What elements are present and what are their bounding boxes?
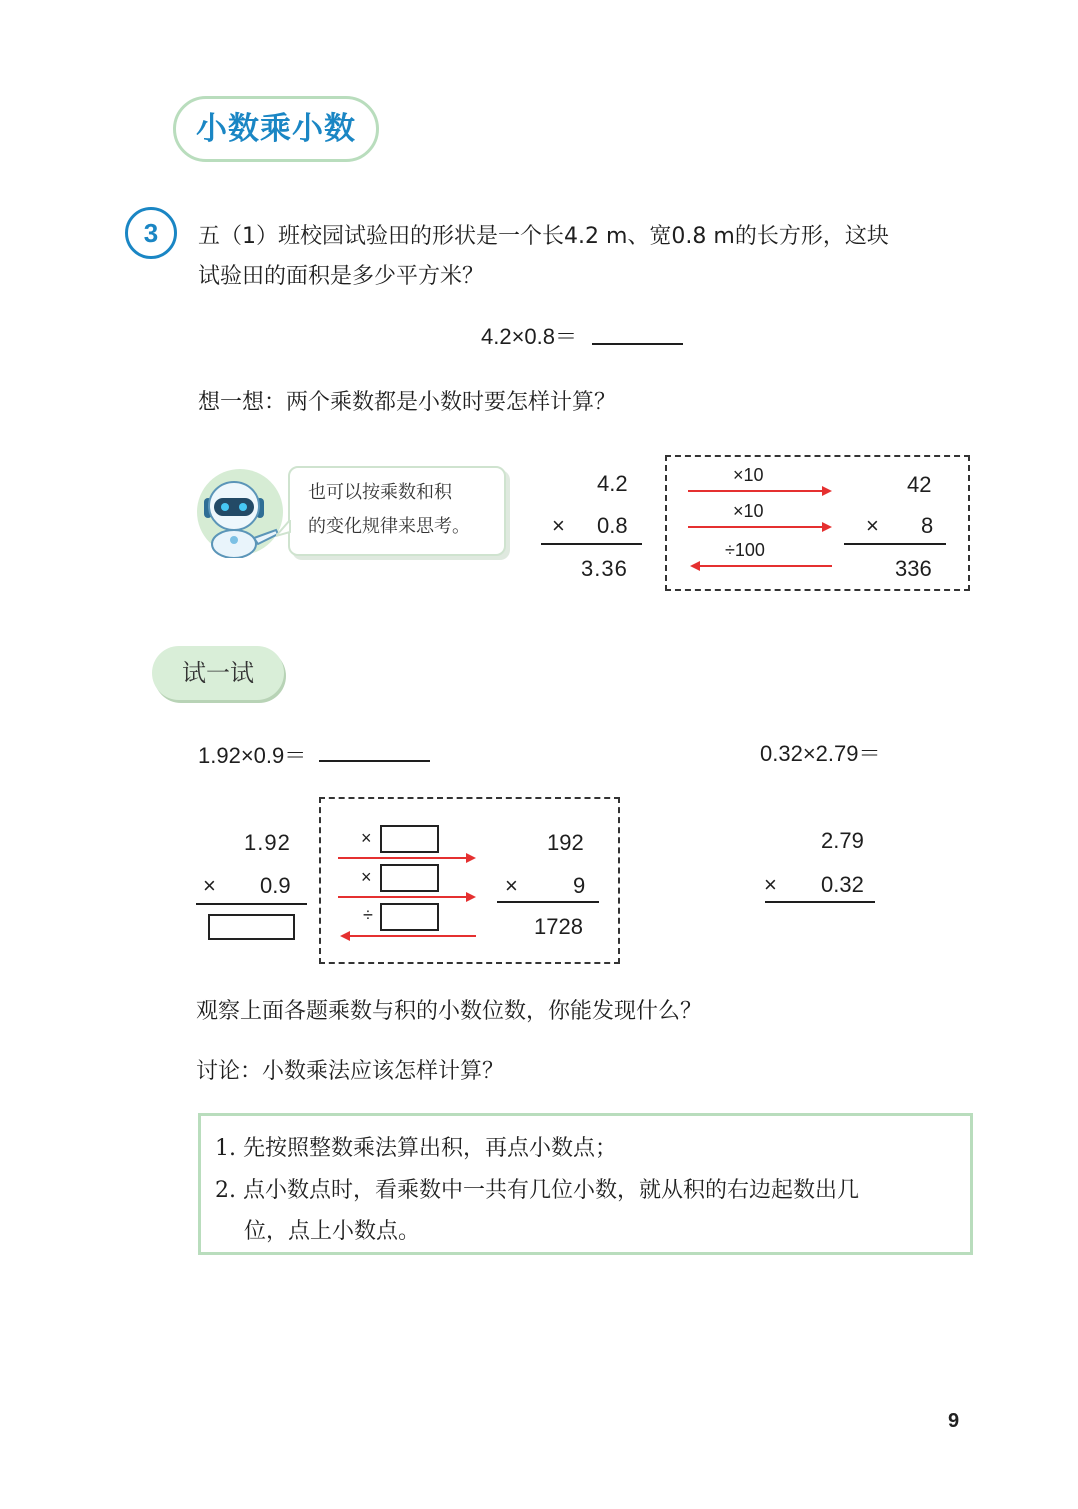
summary-item1: 1. 先按照整数乘法算出积，再点小数点； [215, 1136, 617, 1161]
op1-label: ×10 [733, 465, 764, 485]
try2-result-line [765, 901, 875, 903]
try2-top-number: 2.79 [821, 828, 864, 853]
arrow-right-icon [466, 853, 476, 863]
try1-int-top: 192 [547, 830, 584, 855]
discuss-question: 讨论：小数乘法应该怎样计算？ [196, 1059, 505, 1084]
try1-answer-blank[interactable] [319, 760, 430, 762]
transform-arrows [686, 480, 836, 576]
try1-op2-sign: × [361, 867, 372, 887]
arrow-right-icon [466, 892, 476, 902]
try1-op3-sign: ÷ [363, 905, 373, 925]
question-text-line1: 五（1）班校园试验田的形状是一个长4.2 m、宽0.8 m的长方形，这块 [198, 224, 889, 249]
op2-label: ×10 [733, 501, 764, 521]
robot-icon [196, 468, 284, 558]
observe-question: 观察上面各题乘数与积的小数位数，你能发现什么？ [196, 999, 703, 1024]
page-number: 9 [948, 1410, 960, 1432]
example-times-sign: × [552, 513, 565, 538]
bubble-text [308, 476, 498, 544]
try1-result-line [196, 903, 307, 905]
example-bottom-number: 0.8 [597, 513, 628, 538]
try1-equation: 1.92×0.9＝ [198, 743, 307, 768]
op3-label: ÷100 [725, 540, 765, 560]
try2-equation: 0.32×2.79＝ [760, 741, 881, 766]
try1-int-result-line [497, 901, 599, 903]
example-result-line [541, 543, 642, 545]
int-bottom-number: 8 [921, 513, 934, 538]
try1-op1-input[interactable] [380, 825, 439, 853]
summary-item2-line2: 位，点上小数点。 [244, 1219, 421, 1244]
int-times-sign: × [866, 513, 879, 538]
try2-times-sign: × [764, 872, 777, 897]
try1-int-times-sign: × [505, 873, 518, 898]
try1-top-number: 1.92 [244, 830, 291, 855]
try1-transform-arrows [336, 850, 482, 944]
think-prompt: 想一想：两个乘数都是小数时要怎样计算？ [198, 390, 617, 415]
summary-item2-line1: 2. 点小数点时，看乘数中一共有几位小数，就从积的右边起数出几 [215, 1178, 859, 1203]
try1-op1-sign: × [361, 828, 372, 848]
int-result: 336 [895, 556, 932, 581]
try1-int-bottom: 9 [573, 873, 586, 898]
section-title: 小数乘小数 [196, 111, 356, 147]
try1-bottom-number: 0.9 [260, 873, 291, 898]
int-result-line [844, 543, 946, 545]
example-result: 3.36 [581, 556, 628, 581]
question-text-line2: 试验田的面积是多少平方米？ [198, 264, 485, 289]
try1-result-input[interactable] [208, 914, 295, 940]
try2-bottom-number: 0.32 [821, 872, 864, 897]
arrow-right-icon [822, 486, 832, 496]
bubble-tail [276, 520, 292, 542]
bubble-line1: 也可以按乘数和积 [308, 482, 452, 503]
try-label: 试一试 [182, 659, 254, 687]
bubble-line2: 的变化规律来思考。 [308, 516, 470, 537]
try1-times-sign: × [203, 873, 216, 898]
arrow-right-icon [822, 522, 832, 532]
answer-blank[interactable] [592, 343, 683, 345]
question-equation: 4.2×0.8＝ [481, 324, 578, 349]
arrow-left-icon [340, 931, 350, 941]
example-top-number: 4.2 [597, 471, 628, 496]
arrow-left-icon [690, 561, 700, 571]
int-top-number: 42 [907, 472, 932, 497]
try1-int-result: 1728 [534, 914, 583, 939]
question-number-badge: 3 [125, 207, 177, 259]
